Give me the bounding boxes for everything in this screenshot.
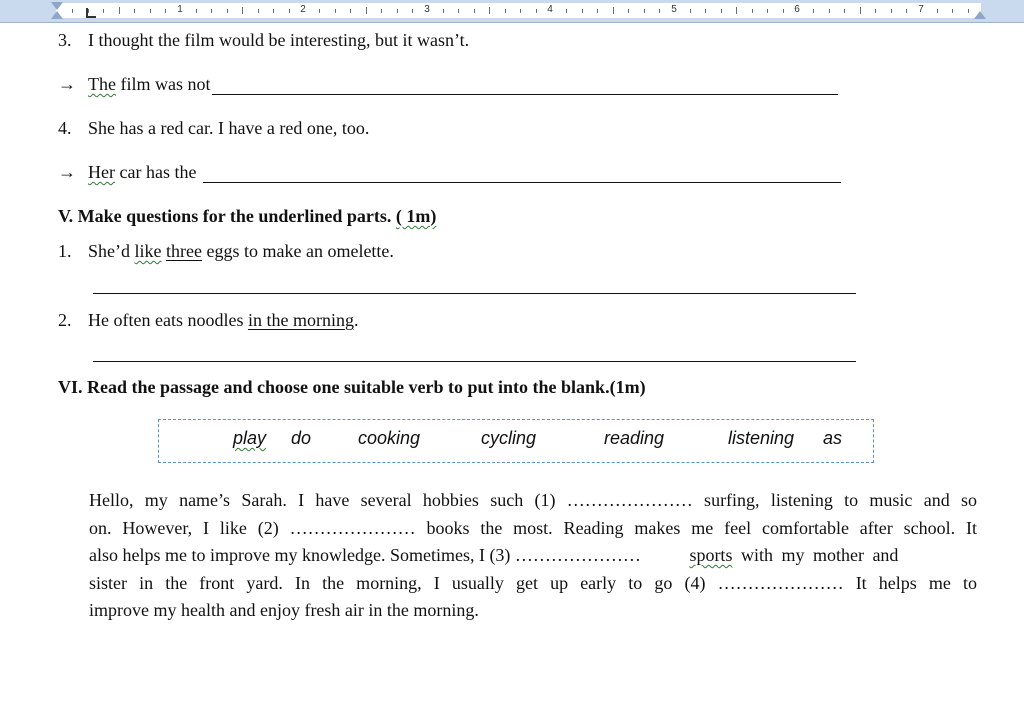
item-text: .	[353, 310, 359, 330]
passage-line: Hello, my name’s Sarah. I have several hobbies such (1) ………………… surfing, listening to music and so	[89, 490, 977, 510]
ruler-number: 2	[300, 4, 306, 15]
ruler-tick	[458, 9, 459, 13]
ruler-tick	[412, 9, 413, 13]
ruler-tick	[644, 9, 645, 13]
horizontal-ruler[interactable]	[0, 0, 1024, 23]
rewrite-item-3	[58, 29, 469, 51]
section-vi-heading	[58, 376, 646, 398]
ruler-tick	[489, 7, 490, 14]
passage-line-text: with my mother and	[732, 545, 899, 565]
ruler-tick	[721, 9, 722, 13]
hanging-indent-marker[interactable]	[51, 11, 63, 19]
ruler-tick	[566, 9, 567, 13]
ruler-tick	[844, 9, 845, 13]
ruler-tick	[937, 9, 938, 13]
arrow-icon: →	[58, 162, 76, 182]
ruler-tick	[119, 7, 120, 14]
section-v-heading	[58, 205, 436, 227]
spell-flagged-word: Her	[88, 162, 115, 182]
ruler-tick	[88, 9, 89, 13]
rewrite-answer-4	[58, 161, 841, 183]
ruler-tick	[381, 9, 382, 13]
section-points: ( 1m)	[395, 206, 437, 226]
ruler-tick	[520, 9, 521, 13]
word-bank-item: as	[823, 428, 843, 448]
first-line-indent-marker[interactable]	[51, 2, 63, 10]
right-indent-marker[interactable]	[974, 11, 986, 19]
arrow-icon: →	[58, 74, 76, 94]
word-bank-item: do	[291, 428, 312, 448]
ruler-tick	[258, 9, 259, 13]
ruler-tick	[474, 9, 475, 13]
answer-line-1[interactable]	[93, 293, 856, 294]
item-text: She’d	[88, 241, 135, 261]
word-bank-item: cooking	[358, 428, 421, 448]
item-number: 3.	[58, 30, 72, 50]
ruler-tick	[397, 9, 398, 13]
ruler-number: 1	[177, 4, 183, 15]
ruler-tick	[705, 9, 706, 13]
underlined-part: in the morning	[247, 310, 354, 330]
rewrite-item-4	[58, 117, 369, 139]
ruler-tick	[103, 9, 104, 13]
item-number: 4.	[58, 118, 72, 138]
word-bank-item: reading	[604, 428, 665, 448]
answer-line-2[interactable]	[93, 361, 856, 362]
section-heading-text: V. Make questions for the underlined parts.	[58, 206, 396, 226]
ruler-tick	[613, 7, 614, 14]
passage-line: sister in the front yard. In the morning, I usually get up early to go (4) ………………… It helps me to	[89, 572, 977, 593]
ruler-tick	[736, 7, 737, 14]
question-item-1	[58, 240, 394, 262]
ruler-tick	[350, 9, 351, 13]
ruler-number: 4	[547, 4, 553, 15]
ruler-tick	[242, 7, 243, 14]
word-bank-item: cycling	[481, 428, 537, 448]
ruler-tick	[752, 9, 753, 13]
ruler-number: 5	[671, 4, 677, 15]
ruler-tick	[536, 9, 537, 13]
ruler-tick	[875, 9, 876, 13]
ruler-tick	[968, 9, 969, 13]
answer-blank[interactable]	[212, 80, 838, 95]
question-item-2	[58, 309, 358, 331]
ruler-tick	[134, 9, 135, 13]
ruler-text-area	[56, 3, 981, 18]
ruler-tick	[767, 9, 768, 13]
ruler-tick	[582, 9, 583, 13]
ruler-number: 3	[424, 4, 430, 15]
passage-line-text: also helps me to improve my knowledge. Sometimes, I (3) …………………	[89, 545, 646, 565]
ruler-tick	[289, 9, 290, 13]
item-prompt: I thought the film would be interesting, but it wasn’t.	[88, 30, 470, 50]
ruler-tick	[227, 9, 228, 13]
item-prompt: She has a red car. I have a red one, too.	[88, 118, 370, 138]
passage-line: improve my health and enjoy fresh air in the morning.	[89, 600, 479, 620]
ruler-number: 6	[794, 4, 800, 15]
item-number: 2.	[58, 310, 72, 330]
section-points: (1m)	[609, 377, 646, 397]
rewrite-answer-3	[58, 73, 838, 95]
ruler-tick	[273, 9, 274, 13]
ruler-tick	[319, 9, 320, 13]
ruler-tick	[860, 7, 861, 14]
ruler-tick	[813, 9, 814, 13]
ruler-tick	[150, 9, 151, 13]
ruler-tick	[505, 9, 506, 13]
ruler-tick	[196, 9, 197, 13]
word-bank-box	[158, 419, 874, 463]
ruler-tick	[906, 9, 907, 13]
answer-start: film was not	[115, 74, 211, 94]
ruler-tick	[443, 9, 444, 13]
answer-blank[interactable]	[203, 168, 841, 183]
ruler-tick	[952, 9, 953, 13]
spell-flagged-word: like	[134, 241, 162, 261]
reading-passage	[89, 487, 977, 625]
ruler-tick	[783, 9, 784, 13]
item-text: He often eats noodles	[88, 310, 248, 330]
ruler-tick	[829, 9, 830, 13]
underlined-part: three	[166, 241, 202, 261]
item-text: eggs to make an omelette.	[201, 241, 394, 261]
passage-line-3	[89, 542, 977, 570]
ruler-tick	[335, 9, 336, 13]
ruler-tick	[891, 9, 892, 13]
spell-flagged-word: sports	[689, 545, 733, 565]
ruler-tick	[659, 9, 660, 13]
passage-line: on. However, I like (2) ………………… books the most. Reading makes me feel comfortable after school. It	[89, 517, 977, 538]
ruler-tick	[690, 9, 691, 13]
section-heading-text: VI. Read the passage and choose one suitable verb to put into the blank.	[58, 377, 610, 397]
answer-start: car has the	[114, 162, 201, 182]
word-bank-item: play	[233, 428, 267, 448]
ruler-number: 7	[918, 4, 924, 15]
word-bank-item: listening	[728, 428, 795, 448]
ruler-tick	[366, 7, 367, 14]
ruler-tick	[597, 9, 598, 13]
spell-flagged-word: The	[88, 74, 116, 94]
ruler-tick	[628, 9, 629, 13]
ruler-tick	[165, 9, 166, 13]
ruler-tick	[72, 9, 73, 13]
item-number: 1.	[58, 241, 72, 261]
ruler-tick	[211, 9, 212, 13]
